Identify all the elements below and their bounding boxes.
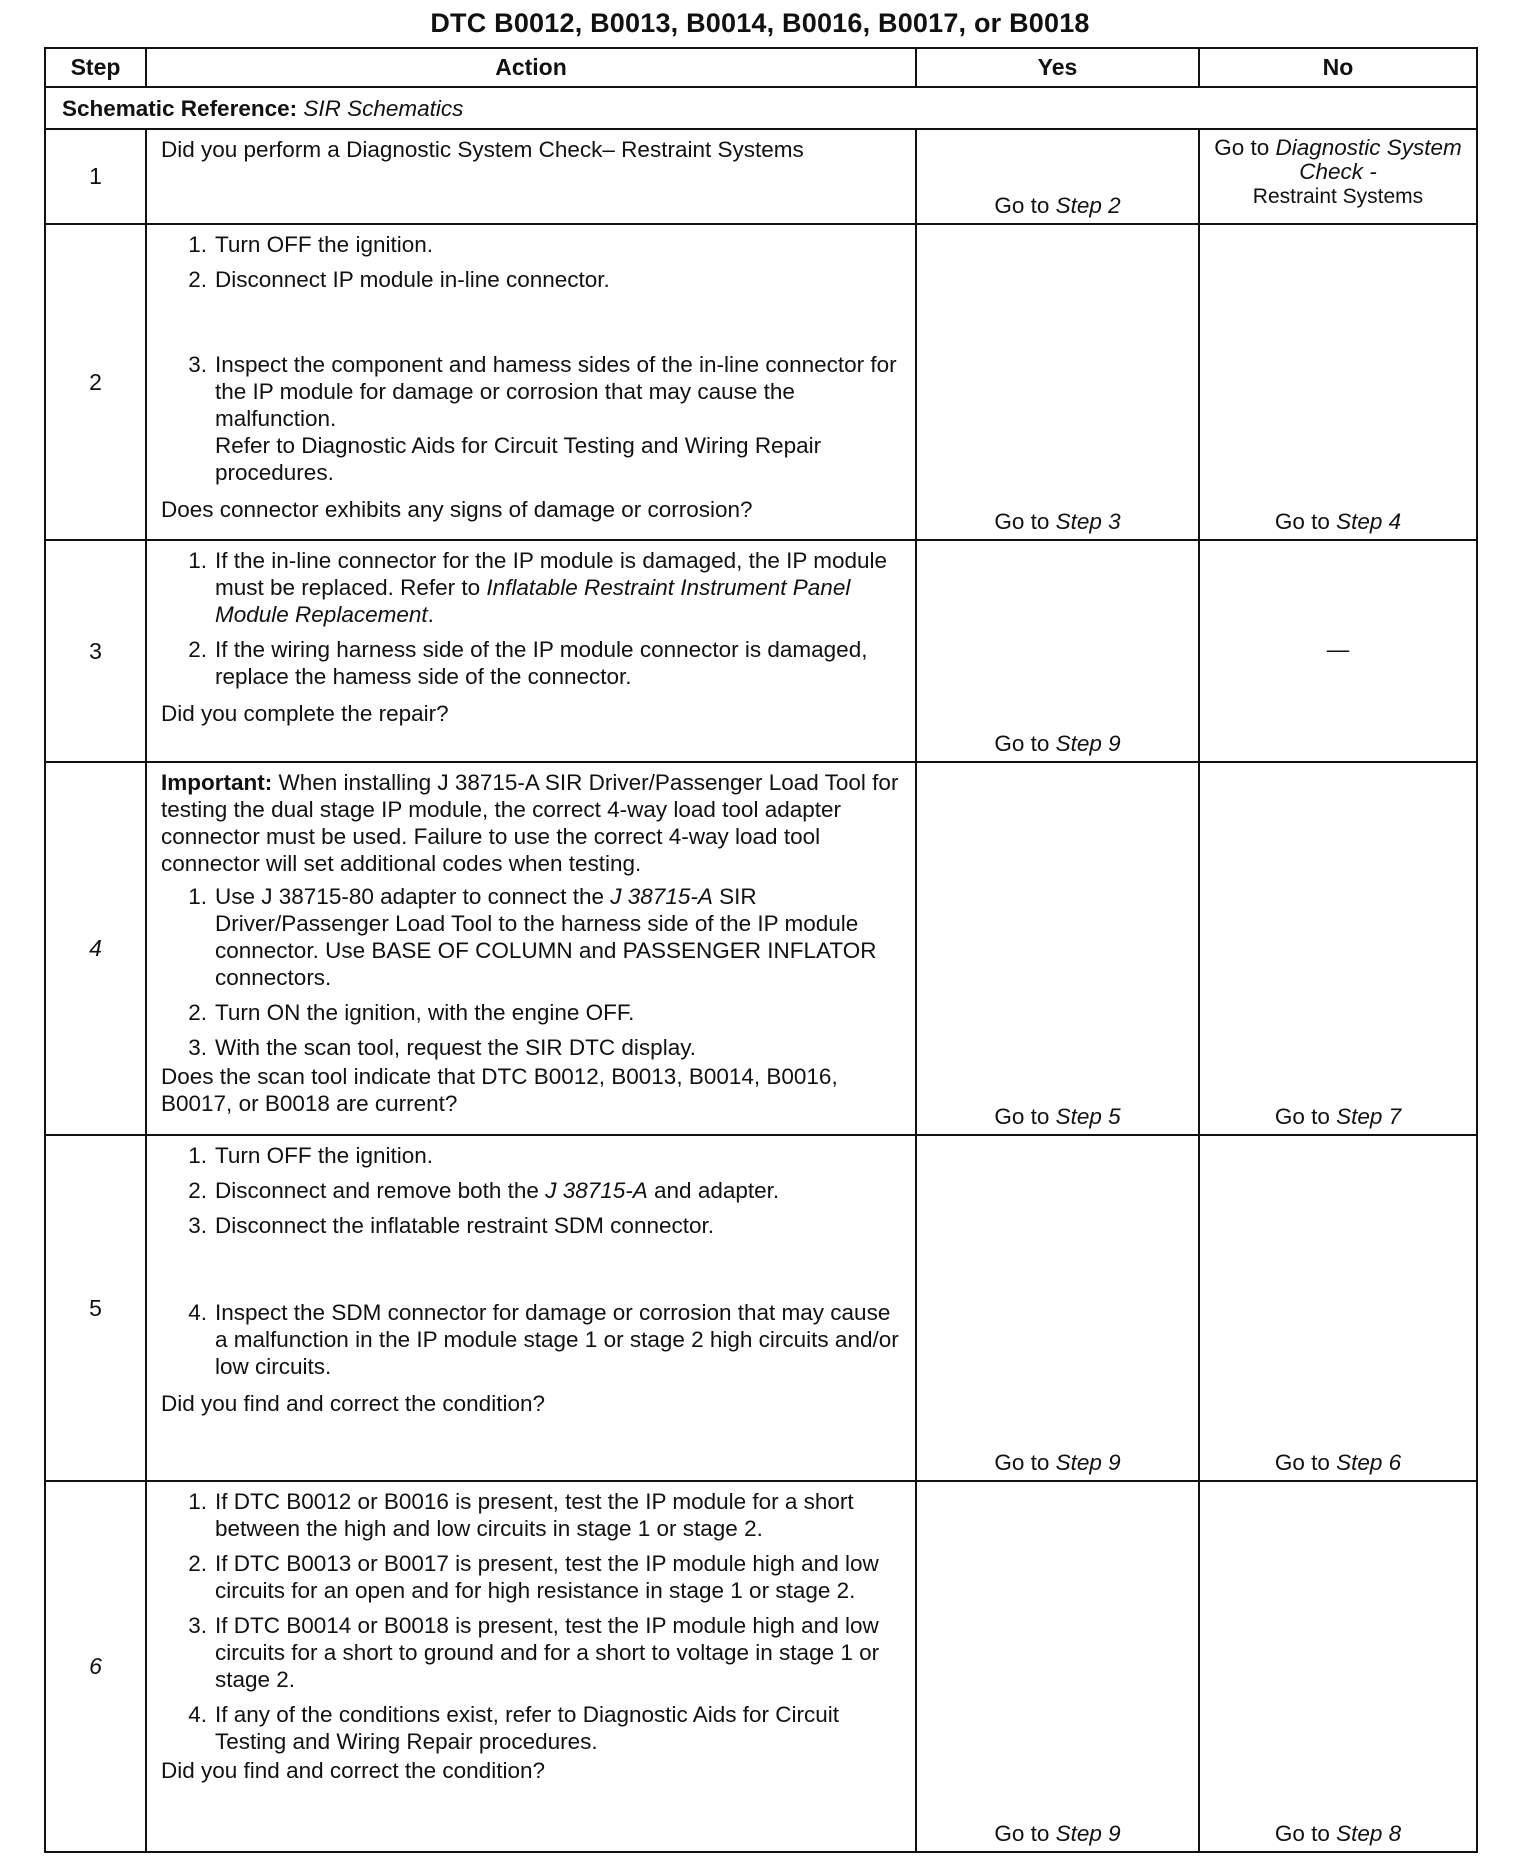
yes-step-link: Step 3	[1055, 509, 1121, 534]
table-row	[45, 1481, 1477, 1852]
action-list	[161, 1488, 905, 1755]
question: Does the scan tool indicate that DTC B0012, B0013, B0014, B0016, B0017, or B0018 are current?	[161, 1064, 838, 1116]
list-item: 3. Disconnect the inflatable restraint SDM connector.	[188, 1213, 714, 1238]
list-item: 2. If DTC B0013 or B0017 is present, test the IP module high and low circuits for an open and for high resistance in stage 1 or stage 2.	[188, 1551, 879, 1603]
step-number: 3	[45, 540, 146, 762]
no-step-link: Step 8	[1336, 1821, 1402, 1846]
header-yes: Yes	[916, 48, 1199, 87]
yes-cell: Go to Step 5	[916, 762, 1199, 1135]
yes-step-link: Step 9	[1055, 731, 1121, 756]
go-to-label: Go to	[1214, 135, 1270, 160]
page-title: DTC B0012, B0013, B0014, B0016, B0017, or B0018	[430, 8, 1090, 38]
table-row	[45, 762, 1477, 1135]
diagnostic-table	[44, 47, 1478, 1853]
no-cell: Go to Step 8	[1199, 1481, 1477, 1852]
list-item: 1. Use J 38715-80 adapter to connect the J 38715-A SIR Driver/Passenger Load Tool to the harness side of the IP module connector. Use BASE OF COLUMN and PASSENGER INFLATOR connectors.	[188, 884, 877, 990]
schematic-link: SIR Schematics	[303, 95, 464, 121]
no-step-link: Step 4	[1336, 509, 1402, 534]
step-number: 1	[45, 129, 146, 224]
list-item: 1. If DTC B0012 or B0016 is present, test the IP module for a short between the high and low circuits in stage 1 or stage 2.	[188, 1489, 854, 1541]
tool-reference: J 38715-A	[610, 884, 713, 909]
no-tail: Restraint Systems	[1252, 185, 1424, 208]
action-cell	[146, 1135, 916, 1481]
list-item: 2. Turn ON the ignition, with the engine OFF.	[188, 1000, 635, 1025]
action-cell	[146, 762, 916, 1135]
question: Did you find and correct the condition?	[161, 1758, 545, 1783]
no-cell	[1199, 540, 1477, 762]
no-step-link: Step 6	[1336, 1450, 1402, 1475]
no-cell: Go to Step 7	[1199, 762, 1477, 1135]
action-list	[161, 1142, 905, 1388]
yes-step-link: Step 5	[1055, 1104, 1121, 1129]
yes-cell	[916, 129, 1199, 224]
list-item: 1. Turn OFF the ignition.	[188, 1143, 434, 1168]
schematic-row	[45, 87, 1477, 129]
no-diagnostic-link: Diagnostic System Check -	[1275, 135, 1462, 184]
schematic-reference	[45, 87, 1477, 129]
action-list	[161, 231, 905, 494]
no-cell	[1199, 129, 1477, 224]
table-row	[45, 540, 1477, 762]
list-item: 4. Inspect the SDM connector for damage or corrosion that may cause a malfunction in the IP module stage 1 or stage 2 high circuits and/or low circuits.	[188, 1300, 899, 1379]
list-item: 1. If the in-line connector for the IP module is damaged, the IP module must be replaced. Refer to Inflatable Restraint Instrument Panel Module Replacement.	[188, 548, 888, 627]
question: Did you perform a Diagnostic System Check– Restraint Systems	[161, 137, 804, 162]
list-item: 3. Inspect the component and hamess sides of the in-line connector for the IP module for damage or corrosion that may cause the malfunction. Refer to Diagnostic Aids for Circuit Testing and Wiring Repair procedures.	[188, 352, 897, 485]
header-step: Step	[45, 48, 146, 87]
tool-reference: J 38715-A	[545, 1178, 648, 1203]
question: Does connector exhibits any signs of damage or corrosion?	[161, 497, 753, 522]
yes-cell: Go to Step 9	[916, 540, 1199, 762]
action-cell	[146, 540, 916, 762]
table-row	[45, 129, 1477, 224]
action-cell	[146, 129, 916, 224]
note: Refer to Diagnostic Aids for Circuit Testing and Wiring Repair procedures.	[215, 433, 822, 485]
step-number: 5	[45, 1135, 146, 1481]
list-item: 2. Disconnect IP module in-line connector.	[188, 267, 610, 292]
step-number: 4	[45, 762, 146, 1135]
go-to-label: Go to	[994, 193, 1050, 218]
no-cell: Go to Step 6	[1199, 1135, 1477, 1481]
list-item: 1. Turn OFF the ignition.	[188, 232, 434, 257]
no-step-link: Step 7	[1336, 1104, 1402, 1129]
table-row	[45, 1135, 1477, 1481]
action-list	[161, 547, 905, 698]
list-item: 2. If the wiring harness side of the IP module connector is damaged, replace the hamess side of the connector.	[188, 637, 868, 689]
yes-step-link: Step 9	[1055, 1821, 1121, 1846]
header-no: No	[1199, 48, 1477, 87]
yes-cell: Go to Step 9	[916, 1135, 1199, 1481]
action-cell	[146, 1481, 916, 1852]
question: Did you complete the repair?	[161, 701, 449, 726]
table-row	[45, 224, 1477, 540]
list-item: 2. Disconnect and remove both the J 38715-A and adapter.	[188, 1178, 780, 1203]
list-item: 4. If any of the conditions exist, refer to Diagnostic Aids for Circuit Testing and Wiring Repair procedures.	[188, 1702, 840, 1754]
step-number: 6	[45, 1481, 146, 1852]
step-number: 2	[45, 224, 146, 540]
replacement-link: Inflatable Restraint Instrument Panel Module Replacement	[215, 575, 851, 627]
yes-step-link: Step 9	[1055, 1450, 1121, 1475]
no-cell: Go to Step 4	[1199, 224, 1477, 540]
action-cell	[146, 224, 916, 540]
table-header-row	[45, 48, 1477, 87]
list-item: 3. With the scan tool, request the SIR DTC display.	[188, 1035, 697, 1060]
question: Did you find and correct the condition?	[161, 1391, 545, 1416]
action-list	[161, 883, 905, 1061]
no-dash: —	[1326, 636, 1350, 662]
yes-cell: Go to Step 9	[916, 1481, 1199, 1852]
yes-cell: Go to Step 3	[916, 224, 1199, 540]
yes-step-link: Step 2	[1055, 193, 1121, 218]
schematic-label: Schematic Reference:	[62, 95, 298, 121]
header-action: Action	[146, 48, 916, 87]
list-item: 3. If DTC B0014 or B0018 is present, test the IP module high and low circuits for a short to ground and for a short to voltage in stage 1 or stage 2.	[188, 1613, 880, 1692]
important-note: Important: When installing J 38715-A SIR Driver/Passenger Load Tool for testing the dual stage IP module, the correct 4-way load tool adapter connector must be used. Failure to use the correct 4-way load tool connector will set additional codes when testing.	[161, 770, 899, 876]
